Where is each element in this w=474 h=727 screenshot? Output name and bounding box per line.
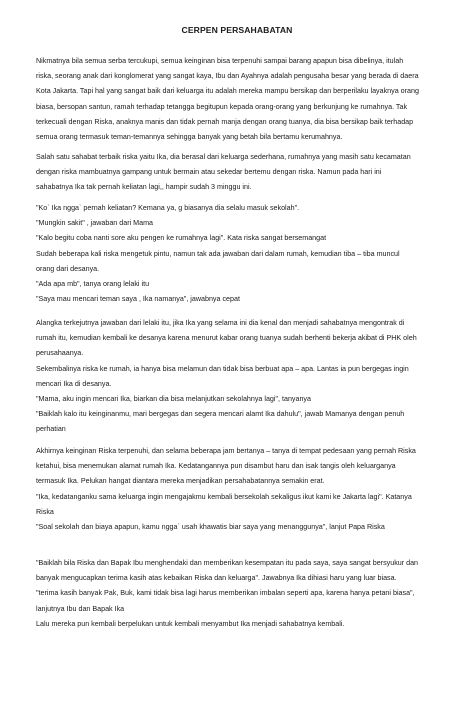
text-line: Riska	[36, 507, 54, 516]
text-line: Nikmatnya bila semua serba tercukupi, semua keinginan bisa terpenuhi sampai barang apapun bisa dibelinya, itulah	[36, 57, 404, 65]
text-line: Kota Jakarta. Tapi hal yang sangat baik dari keluarga itu adalah mereka mampu bersikap dan berperilaku layaknya orang	[36, 87, 419, 96]
text-line: terkecuali dengan Riska, anaknya manis dan tidak pernah manja dengan orang tuanya, dia bisa bersikap baik terhadap	[36, 117, 414, 126]
text-line: riska, seorang anak dari konglomerat yang sangat kaya, Ibu dan Ayahnya adalah pengusaha besar yang berada di daera	[36, 72, 419, 81]
text-line: "terima kasih banyak Pak, Buk, kami tidak bisa lagi harus memberikan imbalan seperti apa, karena hanya petani biasa",	[36, 589, 415, 598]
text-line: "Baiklah kalo itu keinginanmu, mari bergegas dan segera mencari alamt Ika dahulu", jawab Mamanya dengan penuh	[36, 410, 405, 419]
text-line: "Ko` Ika ngga` pernah keliatan? Kemana ya, g biasanya dia selalu masuk sekolah".	[36, 204, 300, 212]
paragraph-2	[36, 150, 448, 196]
text-line: Sudah beberapa kali riska mengetuk pintu, namun tak ada jawaban dari dalam rumah, kemudian tiba – tiba muncul	[36, 249, 400, 258]
paragraph-6	[36, 556, 448, 632]
paragraph-1	[36, 54, 448, 145]
paragraph-3	[36, 201, 448, 307]
text-line: rumah itu, kemudian kembali ke desanya karena menurut kabar orang tuanya sudah berhenti bekerja akibat di PHK oleh	[36, 334, 417, 343]
text-line: dengan riska mambuatnya gampang untuk bermain atau sekedar bertemu dengan riska. Namun pada hari ini	[36, 168, 382, 177]
text-line: "Soal sekolah dan biaya apapun, kamu ngga` usah khawatis biar saya yang menanggunya", lanjut Papa Riska	[36, 523, 385, 532]
text-line: Alangka terkejutnya jawaban dari lelaki itu, jika Ika yang selama ini dia kenal dan menjadi sahabatnya mengontrak di	[36, 319, 405, 327]
text-line: ketahui, bisa menemukan alamat rumah Ika. Kedatangannya pun disambut haru dan isak tangis oleh keluarganya	[36, 462, 396, 471]
text-line: perusahaanya.	[36, 349, 84, 358]
text-line: "Saya mau mencari teman saya , Ika namanya", jawabnya cepat	[36, 295, 240, 304]
text-line: perhatian	[36, 425, 66, 434]
paragraph-5	[36, 444, 448, 535]
text-line: orang dari desanya.	[36, 264, 100, 273]
text-line: Sekembalinya riska ke rumah, ia hanya bisa melamun dan tidak bisa berbuat apa – apa. Lantas ia pun bergegas ingin	[36, 364, 409, 373]
text-line: "Baiklah bila Riska dan Bapak Ibu menghendaki dan memberikan kesempatan itu pada saya, saya sangat bersyukur dan	[36, 559, 419, 567]
document-title: CERPEN PERSAHABATAN	[181, 25, 293, 35]
text-line: banyak mengucapkan terima kasih atas kebaikan Riska dan keluarga". Jawabnya Ika dihiasi haru yang luar biasa.	[36, 574, 397, 583]
text-line: Lalu mereka pun kembali berpelukan untuk kembali menyambut Ika menjadi sahabatnya kembali.	[36, 619, 345, 628]
text-line: sahabatnya Ika tak pernah keliatan lagi,, hampir sudah 3 minggu ini.	[36, 183, 252, 192]
text-line: Salah satu sahabat terbaik riska yaitu Ika, dia berasal dari keluarga sederhana, rumahnya yang masih satu kecamatan	[36, 153, 411, 161]
text-line: termasuk Ika. Pelukan hangat diantara mereka menjadikan persahabatannya semakin erat.	[36, 477, 325, 486]
text-line: "Ika, kedatanganku sama keluarga ingin mengajakmu kembali bersekolah sekaligus ikut kami ke Jakarta lagi". Katanya	[36, 492, 412, 501]
paragraph-4	[36, 316, 448, 438]
text-line: biasa, bersopan santun, ramah terhadap tetangga begitupun kepada orang-orang yang berkunjung ke rumahnya. Tak	[36, 102, 408, 111]
text-line: lanjutnya Ibu dan Bapak Ika	[36, 604, 125, 613]
text-line: "Mungkin sakit" , jawaban dari Mama	[36, 219, 153, 228]
text-line: semua orang termasuk teman-temannya sehingga banyak yang betah bila bertamu kerumahnya.	[36, 133, 343, 142]
text-line: "Mama, aku ingin mencari Ika, biarkan dia bisa melanjutkan sekolahnya lagi", tanyanya	[36, 395, 311, 404]
text-line: mencari Ika di desanya.	[36, 379, 112, 388]
text-line: "Kalo begitu coba nanti sore aku pengen ke rumahnya lagi". Kata riska sangat bersemangat	[36, 234, 327, 243]
text-line: Akhirnya keinginan Riska terpenuhi, dan selama beberapa jam bertanya – tanya di tempat pedesaan yang pernah Riska	[36, 447, 416, 455]
text-line: "Ada apa mb", tanya orang lelaki itu	[36, 280, 150, 289]
